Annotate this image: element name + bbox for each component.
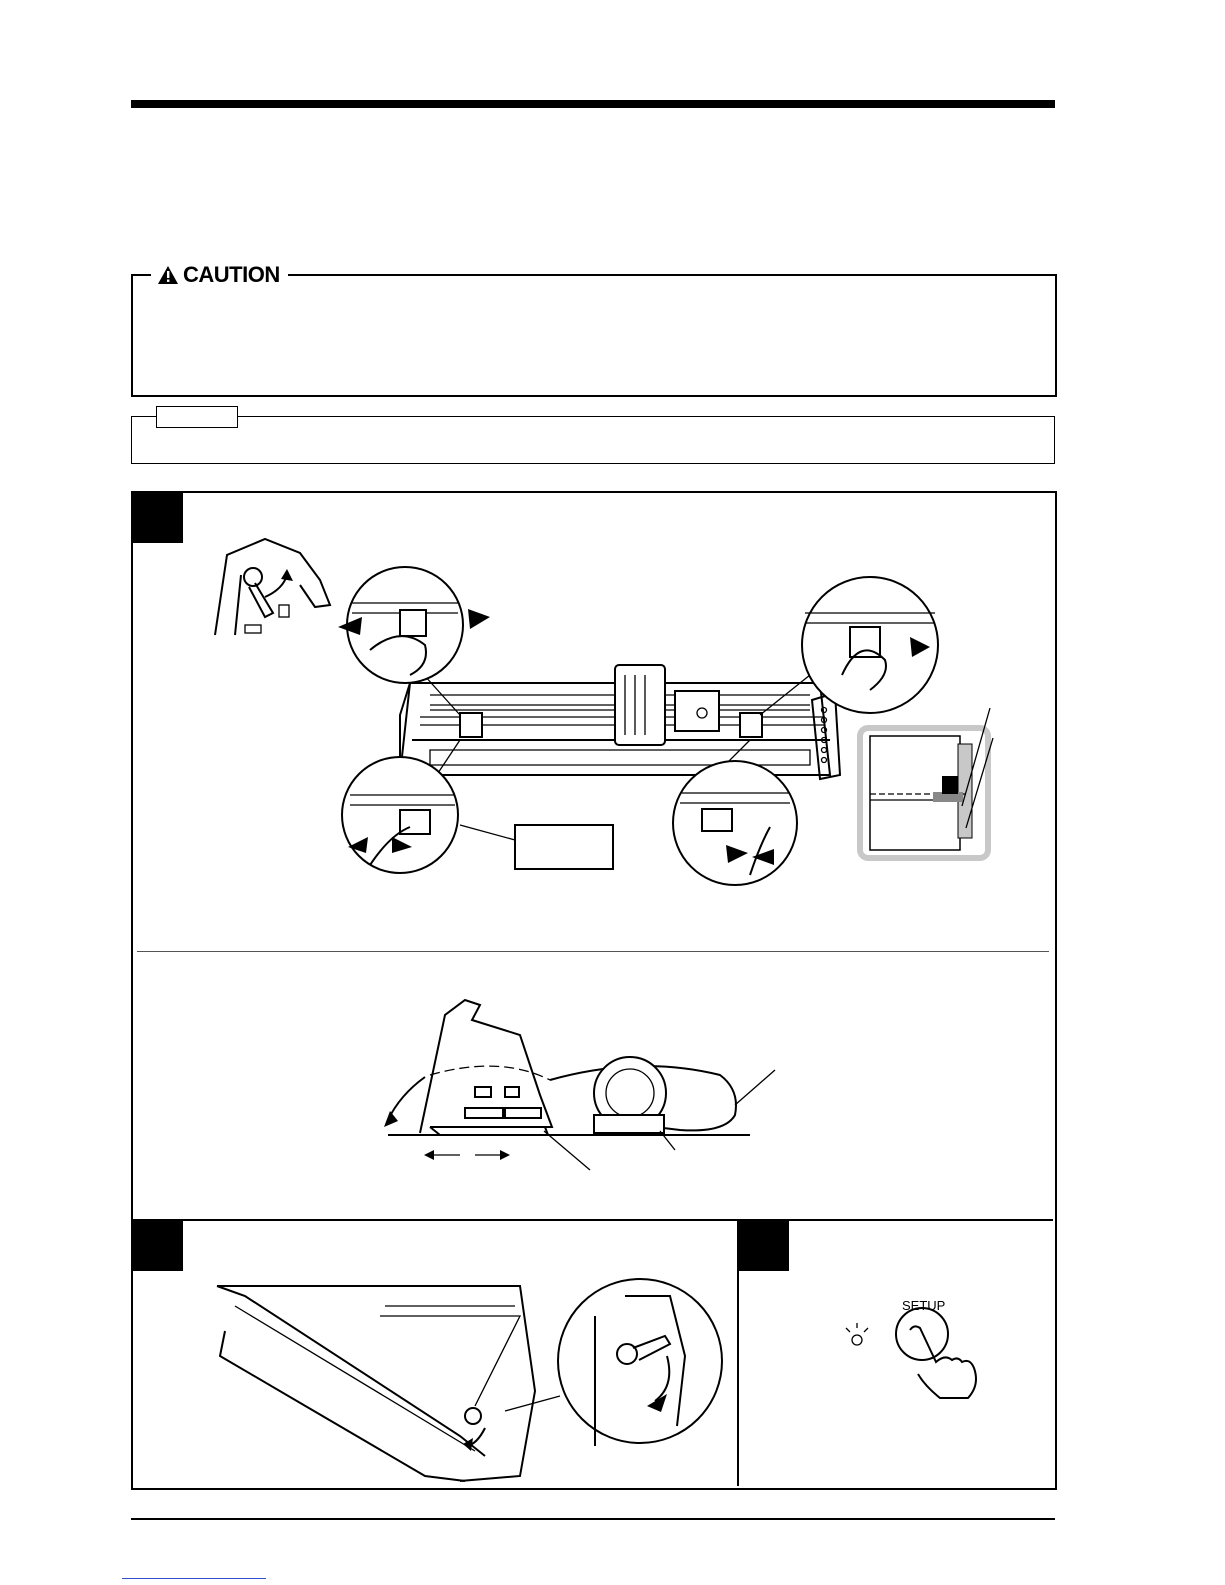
note-box <box>131 416 1055 464</box>
footer-link-underline[interactable] <box>122 1578 266 1579</box>
step-3-badge <box>739 1221 789 1271</box>
setup-button-label: SETUP <box>902 1298 946 1313</box>
lower-divider <box>133 1219 1053 1221</box>
warning-triangle-icon <box>157 265 179 285</box>
lever-lower-illustration <box>215 1276 720 1486</box>
lever-raise-illustration <box>205 535 335 637</box>
bottom-rule <box>131 1518 1055 1520</box>
step-2-badge <box>133 1221 183 1271</box>
step-1-badge <box>133 493 183 543</box>
note-tab <box>156 406 238 428</box>
media-edge-detail-inset <box>858 708 993 862</box>
caution-heading-text: CAUTION <box>183 262 280 287</box>
status-lamp-icon <box>852 1335 862 1345</box>
section-divider <box>137 951 1049 952</box>
caution-box <box>131 274 1057 397</box>
top-rule <box>131 100 1055 108</box>
caution-heading <box>151 262 288 288</box>
plotter-side-roll-illustration <box>380 995 780 1175</box>
